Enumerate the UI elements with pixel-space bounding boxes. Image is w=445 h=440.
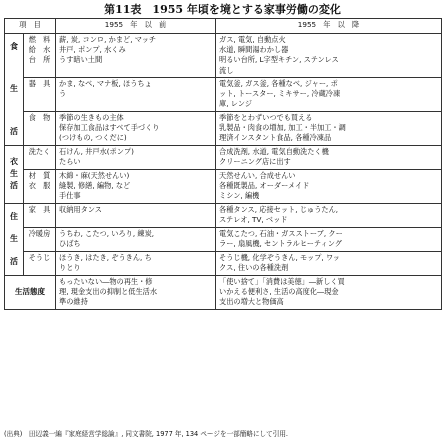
cell-after: 天然せんい, 合成せんい 各種既製品, オーダーメイド ミシン, 編機 <box>216 169 442 203</box>
cell-before: 季節の生きもの主体 保存加工食品はすべて手づくり (つけもの, つくだに) <box>56 111 216 145</box>
subitem-cleaning: そうじ <box>24 251 56 275</box>
header-item: 項 目 <box>5 19 56 34</box>
cell-after: ガス, 電気, 自動点火 水道, 瞬間湯わかし器 明るい台所, L字型キチン, ステンレス 流し <box>216 34 442 78</box>
cell-after: そうじ機, 化学ぞうきん, モップ, ワッ クス, 住いの各種洗剤 <box>216 251 442 275</box>
table-row <box>5 203 442 227</box>
cell-before: うちわ, こたつ, いろり, 練炭, ひばち <box>56 227 216 251</box>
table-row <box>5 251 442 275</box>
cell-before: 薪, 炭, コンロ, かまど, マッチ 井戸, ポンプ, 水くみ うす暗い土間 <box>56 34 216 78</box>
subitem-laundry: 洗たく <box>24 145 56 169</box>
header-before: 1955 年 以 前 <box>56 19 216 34</box>
housework-change-table <box>4 18 442 310</box>
cell-before: 収納用タンス <box>56 203 216 227</box>
cell-after: 季節をとわずいつでも買える 乳製品・肉食の増加, 加工・半加工・調 理済インスタント食品, 各種冷凍品 <box>216 111 442 145</box>
cell-after: 「使い捨て」「消費は美徳」―新しく買 いかえる便利さ, 生活の高度化―現金 支出の増大と物価高 <box>216 275 442 309</box>
subitem-utensils: 器 具 <box>24 77 56 111</box>
cell-after: 電気こたつ, 石油・ガスストーブ, クー ラー, 扇風機, セントラルヒーティング <box>216 227 442 251</box>
table-row <box>5 169 442 203</box>
source-note: (出典) 田辺義一編『家庭経営学総論』, 同文書院, 1977 年, 134 ページを一部簡略にして引用. <box>4 430 289 438</box>
category-clothing: 衣 生 活 <box>5 145 24 203</box>
subitem-fuel-water-kitchen: 燃 料 給 水 台 所 <box>24 34 56 78</box>
table-row <box>5 77 442 111</box>
category-housing: 住 生 活 <box>5 203 24 275</box>
table-row <box>5 34 442 78</box>
subitem-material-clothes: 材 質 衣 服 <box>24 169 56 203</box>
header-after: 1955 年 以 降 <box>216 19 442 34</box>
cell-before: もったいない―物の再生・修 理, 現金支出の抑制と低生活水 準の維持 <box>56 275 216 309</box>
table-title: 第11表 1955 年頃を境とする家事労働の変化 <box>104 3 341 16</box>
category-food: 食 生 活 <box>5 34 24 146</box>
cell-after: 電気釜, ガス釜, 各種なべ, ジャー, ポ ット, トースター, ミキサー, 冷蔵冷凍 庫, レンジ <box>216 77 442 111</box>
subitem-heating-cooling: 冷暖房 <box>24 227 56 251</box>
table-row <box>5 111 442 145</box>
table-row <box>5 275 442 309</box>
cell-after: 各種タンス, 応接セット, じゅうたん, ステレオ, TV, ベッド <box>216 203 442 227</box>
table-row <box>5 227 442 251</box>
subitem-food: 食 物 <box>24 111 56 145</box>
subitem-furniture: 家 具 <box>24 203 56 227</box>
header-row <box>5 19 442 34</box>
cell-before: ほうき, はたき, ぞうきん, ち りとり <box>56 251 216 275</box>
cell-before: 石けん, 井戸水(ポンプ) たらい <box>56 145 216 169</box>
cell-after: 合成洗剤, 水道, 電気自動洗たく機 クリーニング店に出す <box>216 145 442 169</box>
category-attitude: 生活態度 <box>5 275 56 309</box>
cell-before: かま, なべ, マナ板, ほうちょ う <box>56 77 216 111</box>
cell-before: 木綿・麻(天然せんい) 縫製, 修繕, 編物, など 手仕事 <box>56 169 216 203</box>
table-row <box>5 145 442 169</box>
